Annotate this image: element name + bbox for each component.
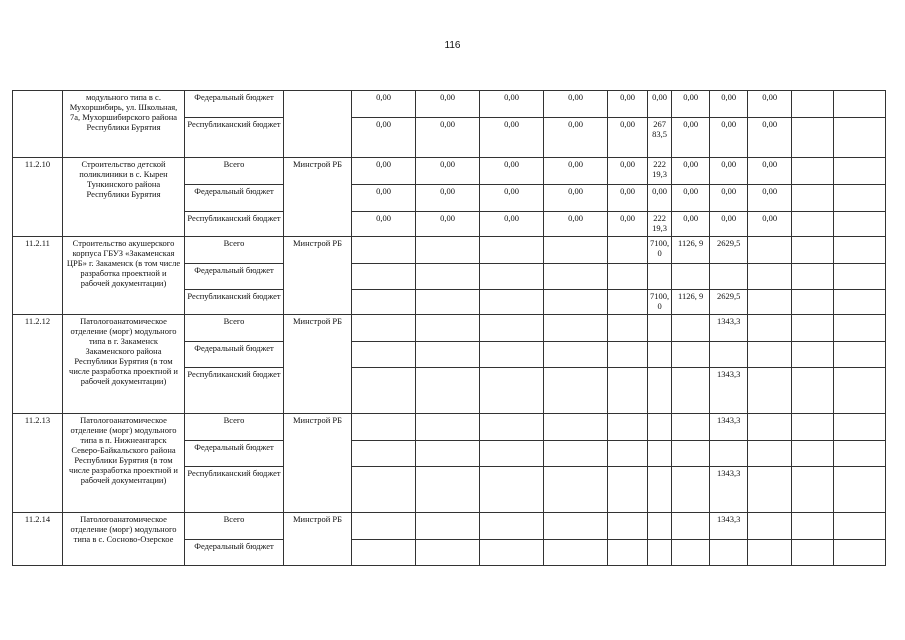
- value-cell: [352, 513, 416, 540]
- value-cell: [480, 342, 544, 368]
- table-row: [13, 91, 886, 118]
- value-cell: [352, 342, 416, 368]
- value-cell: [792, 540, 834, 566]
- value-cell: [416, 540, 480, 566]
- value-cell: [748, 540, 792, 566]
- value-cell: 0,00: [710, 118, 748, 158]
- value-cell: 0,00: [748, 158, 792, 185]
- value-cell: [480, 467, 544, 513]
- value-cell: 0,00: [710, 185, 748, 212]
- value-cell: [544, 237, 608, 264]
- value-cell: [608, 315, 648, 342]
- funding-source-cell: Всего: [185, 237, 284, 264]
- value-cell: [834, 237, 886, 264]
- responsible-cell: Минстрой РБ: [284, 513, 352, 566]
- value-cell: 1343,3: [710, 467, 748, 513]
- value-cell: 0,00: [480, 158, 544, 185]
- value-cell: 0,00: [608, 118, 648, 158]
- value-cell: [608, 368, 648, 414]
- page-number: 116: [444, 40, 461, 51]
- row-id-cell: 11.2.10: [13, 158, 63, 237]
- row-name-cell: Строительство детской поликлиники в с. Кырен Тункинского района Республики Бурятия: [63, 158, 185, 237]
- value-cell: 0,00: [710, 91, 748, 118]
- value-cell: 0,00: [352, 91, 416, 118]
- value-cell: 0,00: [608, 185, 648, 212]
- value-cell: [352, 368, 416, 414]
- value-cell: [648, 264, 672, 290]
- value-cell: [834, 342, 886, 368]
- value-cell: [834, 540, 886, 566]
- value-cell: 0,00: [608, 91, 648, 118]
- table-row: [13, 237, 886, 264]
- value-cell: 0,00: [544, 91, 608, 118]
- value-cell: [480, 540, 544, 566]
- funding-source-cell: Республиканский бюджет: [185, 368, 284, 414]
- value-cell: [792, 237, 834, 264]
- value-cell: [834, 290, 886, 315]
- value-cell: 0,00: [648, 185, 672, 212]
- responsible-cell: Минстрой РБ: [284, 315, 352, 414]
- value-cell: 1343,3: [710, 513, 748, 540]
- value-cell: [834, 441, 886, 467]
- value-cell: 0,00: [480, 91, 544, 118]
- funding-source-cell: Всего: [185, 414, 284, 441]
- value-cell: [834, 118, 886, 158]
- value-cell: 0,00: [672, 158, 710, 185]
- value-cell: [648, 513, 672, 540]
- value-cell: [544, 467, 608, 513]
- value-cell: [748, 237, 792, 264]
- value-cell: [792, 414, 834, 441]
- row-id-cell: 11.2.14: [13, 513, 63, 566]
- value-cell: [834, 368, 886, 414]
- value-cell: 1343,3: [710, 315, 748, 342]
- value-cell: [792, 264, 834, 290]
- row-name-cell: Строительство акушерского корпуса ГБУЗ «Закаменская ЦРБ» г. Закаменск (в том числе разработка проектной и рабочей документации): [63, 237, 185, 315]
- funding-source-cell: Федеральный бюджет: [185, 185, 284, 212]
- value-cell: 0,00: [416, 185, 480, 212]
- value-cell: 0,00: [480, 185, 544, 212]
- responsible-cell: Минстрой РБ: [284, 414, 352, 513]
- value-cell: [544, 513, 608, 540]
- value-cell: [416, 264, 480, 290]
- row-id-cell: 11.2.11: [13, 237, 63, 315]
- value-cell: [480, 264, 544, 290]
- value-cell: [416, 315, 480, 342]
- row-name-cell: модульного типа в с. Мухоршибирь, ул. Школьная, 7а, Мухоршибирского района Республики Бурятия: [63, 91, 185, 158]
- value-cell: 1343,3: [710, 368, 748, 414]
- funding-source-cell: Федеральный бюджет: [185, 342, 284, 368]
- value-cell: 267 83,5: [648, 118, 672, 158]
- value-cell: [352, 237, 416, 264]
- value-cell: 1126, 9: [672, 237, 710, 264]
- value-cell: 0,00: [416, 158, 480, 185]
- value-cell: [480, 513, 544, 540]
- value-cell: [748, 342, 792, 368]
- value-cell: 7100, 0: [648, 290, 672, 315]
- value-cell: 0,00: [648, 91, 672, 118]
- value-cell: [608, 290, 648, 315]
- value-cell: [352, 264, 416, 290]
- row-name-cell: Патологоанатомическое отделение (морг) модульного типа в п. Нижнеангарск Северо-Байкальского района Республики Бурятия (в том числе разработка проектной и рабочей документации): [63, 414, 185, 513]
- value-cell: [834, 414, 886, 441]
- value-cell: [792, 441, 834, 467]
- value-cell: [792, 342, 834, 368]
- value-cell: 0,00: [710, 158, 748, 185]
- value-cell: [608, 513, 648, 540]
- value-cell: [792, 118, 834, 158]
- value-cell: [648, 315, 672, 342]
- value-cell: [544, 315, 608, 342]
- value-cell: [416, 342, 480, 368]
- value-cell: 0,00: [544, 212, 608, 237]
- value-cell: [648, 441, 672, 467]
- value-cell: [672, 441, 710, 467]
- value-cell: 0,00: [416, 118, 480, 158]
- value-cell: [834, 467, 886, 513]
- value-cell: [352, 414, 416, 441]
- value-cell: [748, 441, 792, 467]
- row-id-cell: [13, 91, 63, 158]
- value-cell: [648, 342, 672, 368]
- row-id-cell: 11.2.12: [13, 315, 63, 414]
- value-cell: 0,00: [710, 212, 748, 237]
- value-cell: [544, 540, 608, 566]
- value-cell: [544, 414, 608, 441]
- value-cell: [834, 264, 886, 290]
- value-cell: [648, 467, 672, 513]
- value-cell: 0,00: [480, 118, 544, 158]
- funding-source-cell: Федеральный бюджет: [185, 91, 284, 118]
- value-cell: [608, 342, 648, 368]
- value-cell: [648, 368, 672, 414]
- value-cell: [352, 467, 416, 513]
- funding-source-cell: Федеральный бюджет: [185, 264, 284, 290]
- value-cell: 0,00: [608, 158, 648, 185]
- funding-source-cell: Всего: [185, 158, 284, 185]
- value-cell: [544, 290, 608, 315]
- table-row: [13, 315, 886, 342]
- value-cell: [416, 237, 480, 264]
- value-cell: [748, 290, 792, 315]
- value-cell: 1343,3: [710, 414, 748, 441]
- row-name-cell: Патологоанатомическое отделение (морг) модульного типа в г. Закаменск Закаменского района Республики Бурятия (в том числе разработка проектной и рабочей документации): [63, 315, 185, 414]
- value-cell: [834, 315, 886, 342]
- value-cell: 0,00: [352, 118, 416, 158]
- funding-source-cell: Всего: [185, 315, 284, 342]
- value-cell: [608, 414, 648, 441]
- value-cell: [710, 441, 748, 467]
- value-cell: [792, 467, 834, 513]
- value-cell: [834, 185, 886, 212]
- value-cell: 0,00: [352, 158, 416, 185]
- value-cell: [710, 264, 748, 290]
- value-cell: 222 19,3: [648, 158, 672, 185]
- value-cell: [748, 264, 792, 290]
- value-cell: [792, 212, 834, 237]
- value-cell: [480, 368, 544, 414]
- value-cell: [608, 540, 648, 566]
- value-cell: [672, 467, 710, 513]
- value-cell: [416, 513, 480, 540]
- value-cell: 0,00: [480, 212, 544, 237]
- value-cell: [544, 264, 608, 290]
- value-cell: 0,00: [672, 91, 710, 118]
- value-cell: [710, 540, 748, 566]
- value-cell: [792, 158, 834, 185]
- funding-source-cell: Республиканский бюджет: [185, 212, 284, 237]
- funding-source-cell: Республиканский бюджет: [185, 467, 284, 513]
- value-cell: 222 19,3: [648, 212, 672, 237]
- value-cell: [352, 540, 416, 566]
- value-cell: [710, 342, 748, 368]
- value-cell: [792, 185, 834, 212]
- value-cell: [480, 290, 544, 315]
- value-cell: 0,00: [352, 212, 416, 237]
- value-cell: [480, 315, 544, 342]
- value-cell: [416, 441, 480, 467]
- value-cell: [792, 91, 834, 118]
- value-cell: [608, 441, 648, 467]
- row-id-cell: 11.2.13: [13, 414, 63, 513]
- value-cell: 0,00: [672, 185, 710, 212]
- value-cell: [648, 540, 672, 566]
- funding-source-cell: Республиканский бюджет: [185, 118, 284, 158]
- value-cell: 0,00: [416, 212, 480, 237]
- value-cell: [608, 264, 648, 290]
- budget-table: [12, 90, 886, 566]
- value-cell: [608, 467, 648, 513]
- funding-source-cell: Федеральный бюджет: [185, 441, 284, 467]
- value-cell: [748, 315, 792, 342]
- value-cell: [792, 513, 834, 540]
- value-cell: [672, 414, 710, 441]
- value-cell: 0,00: [748, 185, 792, 212]
- value-cell: [544, 368, 608, 414]
- value-cell: [416, 290, 480, 315]
- value-cell: [792, 368, 834, 414]
- value-cell: [480, 414, 544, 441]
- table-row: [13, 414, 886, 441]
- responsible-cell: Минстрой РБ: [284, 158, 352, 237]
- value-cell: [648, 414, 672, 441]
- responsible-cell: [284, 91, 352, 158]
- value-cell: 0,00: [608, 212, 648, 237]
- value-cell: [792, 290, 834, 315]
- value-cell: 0,00: [544, 185, 608, 212]
- value-cell: [834, 158, 886, 185]
- value-cell: 2629,5: [710, 237, 748, 264]
- value-cell: [544, 342, 608, 368]
- value-cell: [834, 212, 886, 237]
- value-cell: [672, 342, 710, 368]
- value-cell: [480, 441, 544, 467]
- value-cell: [672, 540, 710, 566]
- responsible-cell: Минстрой РБ: [284, 237, 352, 315]
- value-cell: [416, 467, 480, 513]
- value-cell: [672, 315, 710, 342]
- value-cell: [352, 315, 416, 342]
- value-cell: [672, 264, 710, 290]
- value-cell: 1126, 9: [672, 290, 710, 315]
- value-cell: [672, 513, 710, 540]
- value-cell: [834, 91, 886, 118]
- value-cell: 7100, 0: [648, 237, 672, 264]
- value-cell: [544, 441, 608, 467]
- value-cell: 0,00: [544, 118, 608, 158]
- table-row: [13, 158, 886, 185]
- value-cell: [608, 237, 648, 264]
- value-cell: [748, 467, 792, 513]
- value-cell: [352, 290, 416, 315]
- value-cell: 0,00: [748, 91, 792, 118]
- funding-source-cell: Республиканский бюджет: [185, 290, 284, 315]
- value-cell: [834, 513, 886, 540]
- value-cell: [416, 414, 480, 441]
- funding-source-cell: Всего: [185, 513, 284, 540]
- value-cell: 0,00: [748, 212, 792, 237]
- value-cell: [748, 513, 792, 540]
- value-cell: [416, 368, 480, 414]
- value-cell: 0,00: [416, 91, 480, 118]
- funding-source-cell: Федеральный бюджет: [185, 540, 284, 566]
- value-cell: [352, 441, 416, 467]
- value-cell: 0,00: [748, 118, 792, 158]
- row-name-cell: Патологоанатомическое отделение (морг) модульного типа в с. Сосново-Озерское: [63, 513, 185, 566]
- value-cell: 0,00: [352, 185, 416, 212]
- value-cell: [672, 368, 710, 414]
- value-cell: [748, 414, 792, 441]
- value-cell: [480, 237, 544, 264]
- value-cell: 0,00: [672, 118, 710, 158]
- value-cell: [792, 315, 834, 342]
- table-row: [13, 513, 886, 540]
- value-cell: 2629,5: [710, 290, 748, 315]
- value-cell: 0,00: [672, 212, 710, 237]
- value-cell: 0,00: [544, 158, 608, 185]
- value-cell: [748, 368, 792, 414]
